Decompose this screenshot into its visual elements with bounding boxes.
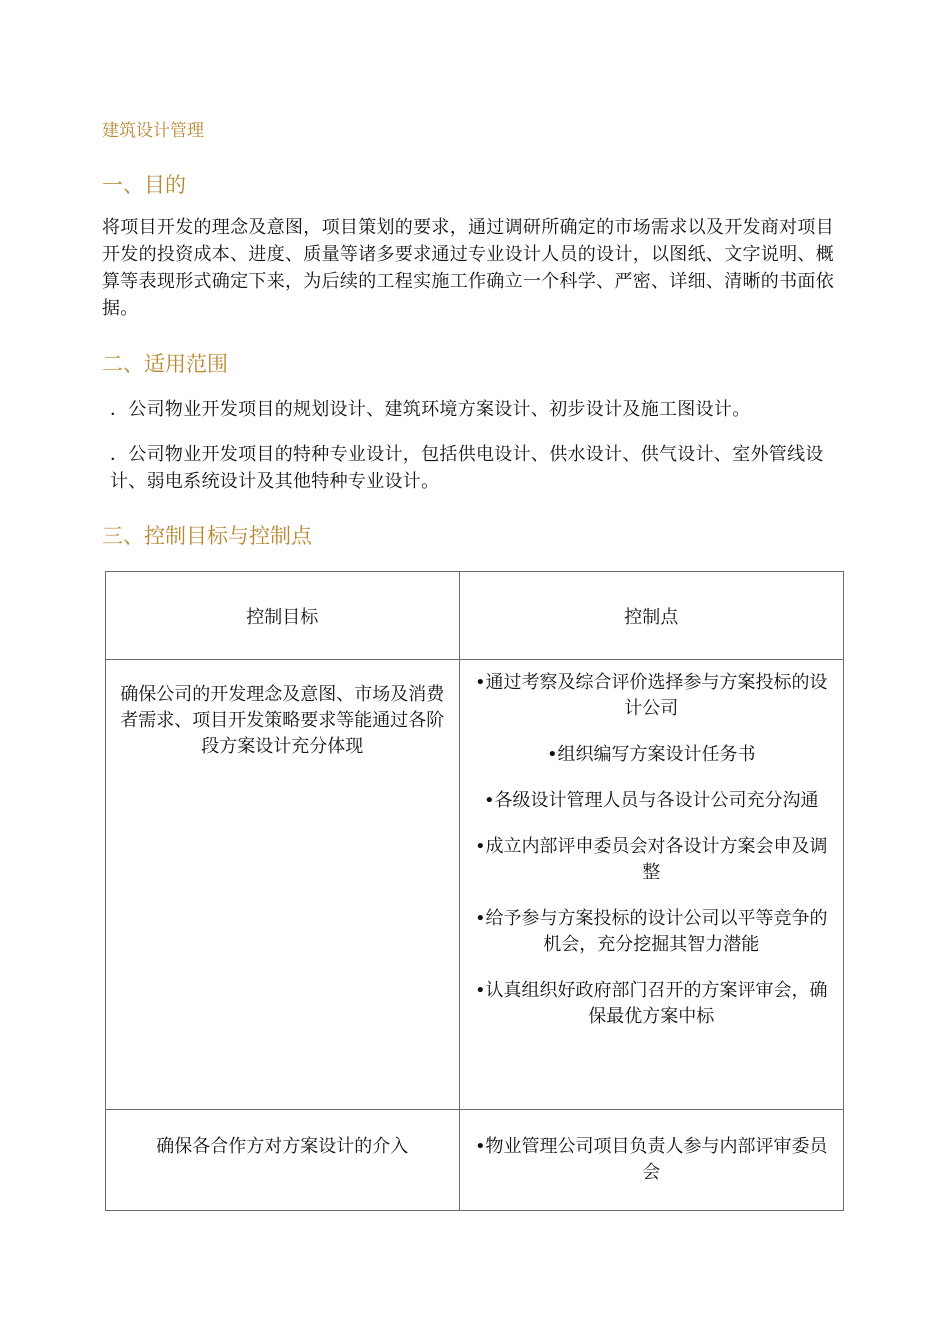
table-header-goal: 控制目标: [106, 572, 460, 660]
section-heading-purpose: 一、目的: [102, 173, 186, 197]
section-purpose-body: [102, 214, 842, 322]
purpose-paragraph: 将项目开发的理念及意图，项目策划的要求，通过调研所确定的市场需求以及开发商对项目开发的投资成本、进度、质量等诸多要求通过专业设计人员的设计，以图纸、文字说明、概算等表现形式确定下来，为后续的工程实施工作确立一个科学、严密、详细、清晰的书面依据。: [102, 217, 834, 319]
list-item: •各级设计管理人员与各设计公司充分沟通: [483, 790, 819, 811]
section-heading-scope: 二、适用范围: [102, 352, 228, 376]
list-item: •组织编写方案设计任务书: [546, 744, 756, 765]
table-row: [106, 1110, 844, 1211]
list-item: •给予参与方案投标的设计公司以平等竞争的机会，充分挖掘其智力潜能: [474, 908, 828, 955]
scope-item-1: ．公司物业开发项目的规划设计、建筑环境方案设计、初步设计及施工图设计。: [110, 399, 751, 420]
scope-item-2: ．公司物业开发项目的特种专业设计，包括供电设计、供水设计、供气设计、室外管线设计、弱电系统设计及其他特种专业设计。: [110, 444, 824, 492]
goal-text: 确保各合作方对方案设计的介入: [156, 1136, 409, 1157]
list-item: •通过考察及综合评价选择参与方案投标的设计公司: [474, 672, 828, 719]
list-item: •物业管理公司项目负责人参与内部评审委员会: [474, 1136, 828, 1183]
list-item: •认真组织好政府部门召开的方案评审会，确保最优方案中标: [474, 980, 828, 1027]
points-list: [460, 660, 843, 1030]
points-cell: [459, 1110, 843, 1211]
goal-cell: [106, 1110, 460, 1211]
points-list: [460, 1110, 843, 1186]
document-title: 建筑设计管理: [102, 121, 204, 141]
table-header-row: [106, 572, 844, 660]
list-item: •成立内部评申委员会对各设计方案会申及调整: [474, 836, 828, 883]
goal-text: 确保公司的开发理念及意图、市场及消费者需求、项目开发策略要求等能通过各阶段方案设计充分体现: [120, 684, 445, 757]
section-heading-control: 三、控制目标与控制点: [102, 524, 312, 548]
table-row: [106, 660, 844, 1110]
goal-cell: [106, 660, 460, 1110]
section-scope-body: [102, 396, 842, 495]
table-header-point: 控制点: [459, 572, 843, 660]
points-cell: [459, 660, 843, 1110]
control-table: [105, 571, 844, 1211]
